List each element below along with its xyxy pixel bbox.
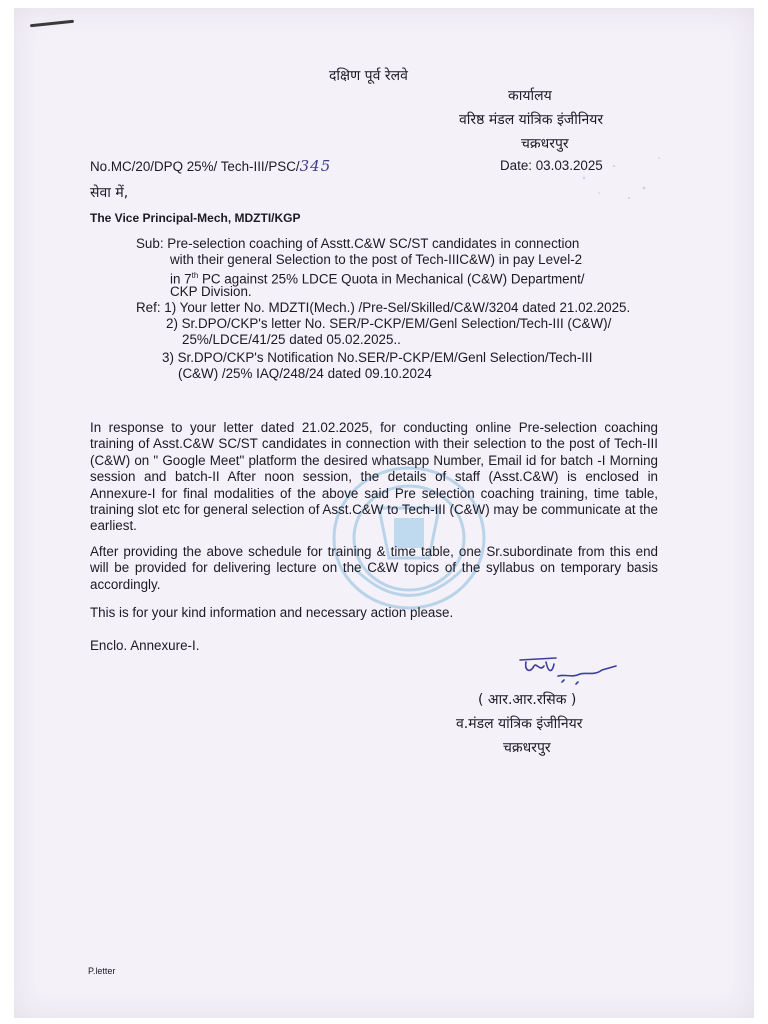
pen-mark bbox=[30, 20, 74, 28]
reference-line-1: Ref: 1) Your letter No. MDZTI(Mech.) /Pre-Sel/Skilled/C&W/3204 dated 21.02.2025. bbox=[136, 300, 631, 315]
body-paragraph-1: In response to your letter dated 21.02.2025, for conducting online Pre-selection coaching training of Asst.C&W SC/ST candidates in connection with their selection to the post of Tech-III (C&W) on " Google Meet" platform the desired whatsapp Number, Email id for batch -I Morning session and batch-II After noon session, the details of staff (Asst.C&W) is enclosed in Annexure-I for final modalities of the above said Pre selection coaching training, time table, training slot etc for general selection of Asst.C&W to Tech-III (C&W) may be communicate at the earliest. bbox=[90, 420, 658, 534]
footer-label: P.letter bbox=[88, 966, 116, 976]
letter-number bbox=[90, 158, 331, 175]
addressee: The Vice Principal-Mech, MDZTI/KGP bbox=[90, 211, 301, 225]
railway-name: दक्षिण पूर्व रेलवे bbox=[329, 68, 408, 84]
subject-line-1: Sub: Pre-selection coaching of Asstt.C&W SC/ST candidates in connection bbox=[136, 236, 580, 251]
signatory-name: ( आर.आर.रसिक ) bbox=[478, 692, 577, 708]
body-paragraph-3: This is for your kind information and necessary action please. bbox=[90, 605, 454, 620]
office-designation: वरिष्ठ मंडल यांत्रिक इंजीनियर bbox=[459, 112, 604, 128]
salutation: सेवा में, bbox=[90, 185, 129, 201]
reference-line-4: 3) Sr.DPO/CKP's Notification No.SER/P-CKP/EM/Genl Selection/Tech-III bbox=[162, 350, 593, 365]
reference-line-2: 2) Sr.DPO/CKP's letter No. SER/P-CKP/EM/Genl Selection/Tech-III (C&W)/ bbox=[166, 316, 612, 331]
letter-number-handwritten: 345 bbox=[299, 157, 332, 175]
letter-date: Date: 03.03.2025 bbox=[500, 158, 603, 173]
enclosure-note: Enclo. Annexure-I. bbox=[90, 638, 200, 653]
subject-line-2: with their general Selection to the post of Tech-IIIC&W) in pay Level-2 bbox=[170, 252, 583, 267]
reference-line-5: (C&W) /25% IAQ/248/24 dated 09.10.2024 bbox=[178, 366, 432, 381]
body-paragraph-2: After providing the above schedule for training & time table, one Sr.subordinate from this end will be provided for delivering lecture on the C&W topics of the syllabus on temporary basis accordingly. bbox=[90, 544, 658, 592]
handwritten-signature bbox=[516, 652, 626, 692]
office-place: चक्रधरपुर bbox=[521, 136, 569, 152]
stamp-specks bbox=[574, 148, 674, 208]
reference-line-3: 25%/LDCE/41/25 dated 05.02.2025.. bbox=[182, 332, 401, 347]
subject-line-4: CKP Division. bbox=[170, 284, 252, 299]
signatory-designation: व.मंडल यांत्रिक इंजीनियर bbox=[456, 716, 583, 732]
letter-page bbox=[14, 8, 754, 1018]
subject-line-3: in 7th PC against 25% LDCE Quota in Mechanical (C&W) Department/ bbox=[170, 271, 585, 287]
letter-number-printed: No.MC/20/DPQ 25%/ Tech-III/PSC/ bbox=[90, 159, 300, 174]
signatory-place: चक्रधरपुर bbox=[503, 740, 551, 756]
office-label: कार्यालय bbox=[508, 88, 552, 104]
